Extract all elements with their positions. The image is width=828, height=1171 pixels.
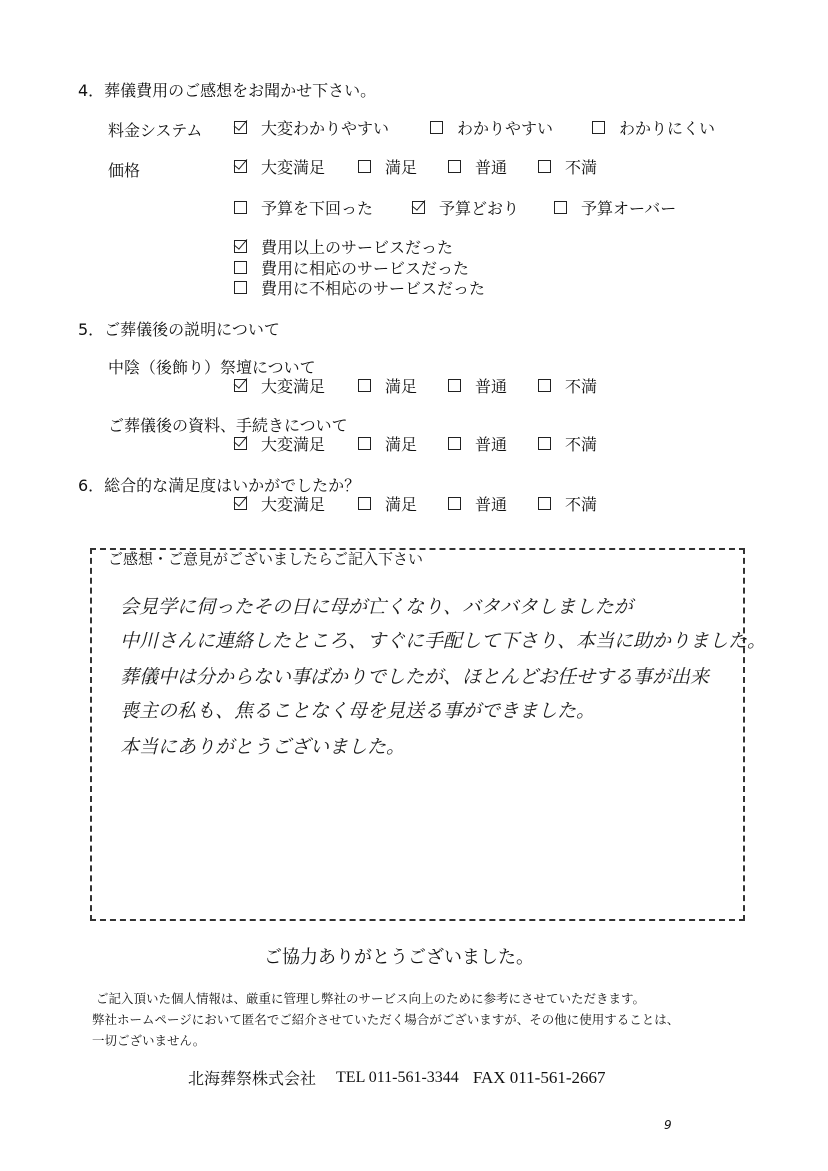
checkbox-checked[interactable] — [412, 201, 425, 214]
option-label: 不満 — [565, 158, 598, 177]
checkbox-checked[interactable] — [234, 160, 247, 173]
checkbox[interactable] — [358, 437, 371, 450]
price-option-normal[interactable] — [448, 155, 538, 178]
checkbox[interactable] — [554, 201, 567, 214]
altar-option-very-satisfied[interactable] — [234, 374, 358, 397]
checkbox[interactable] — [358, 160, 371, 173]
service-option-above[interactable] — [234, 235, 453, 258]
documents-option-dissatisfied[interactable] — [538, 432, 597, 455]
comment-line: 本当にありがとうございました。 — [120, 736, 406, 758]
company-tel: TEL 011-561-3344 — [336, 1068, 459, 1086]
option-label: 費用に不相応のサービスだった — [261, 279, 486, 298]
overall-option-dissatisfied[interactable] — [538, 492, 597, 515]
option-label: 不満 — [565, 377, 598, 396]
checkbox[interactable] — [234, 261, 247, 274]
altar-option-satisfied[interactable] — [358, 374, 448, 397]
option-label: 費用以上のサービスだった — [261, 238, 454, 257]
price-satisfaction-options — [234, 155, 597, 178]
comment-line: 喪主の私も、焦ることなく母を見送る事ができました。 — [120, 700, 596, 722]
option-label: わかりやすい — [457, 119, 554, 138]
privacy-note: ご記入頂いた個人情報は、厳重に管理し弊社のサービス向上のために参考にさせていただきます。 — [96, 991, 646, 1006]
thanks-message: ご協力ありがとうございました。 — [264, 947, 534, 968]
checkbox[interactable] — [448, 160, 461, 173]
price-option-very-satisfied[interactable] — [234, 155, 358, 178]
overall-option-normal[interactable] — [448, 492, 538, 515]
altar-label: 中陰（後飾り）祭壇について — [108, 358, 316, 377]
checkbox[interactable] — [538, 379, 551, 392]
checkbox[interactable] — [448, 437, 461, 450]
comment-line: 会見学に伺ったその日に母が亡くなり、バタバタしましたが — [120, 596, 633, 618]
documents-option-satisfied[interactable] — [358, 432, 448, 455]
budget-option-over[interactable] — [554, 196, 676, 219]
option-label: 予算オーバー — [581, 199, 677, 218]
option-label: わかりにくい — [619, 119, 716, 138]
option-label: 不満 — [565, 495, 598, 514]
checkbox-checked[interactable] — [234, 437, 247, 450]
checkbox[interactable] — [430, 121, 443, 134]
option-label: 満足 — [385, 377, 418, 396]
budget-option-as-planned[interactable] — [412, 196, 554, 219]
altar-option-normal[interactable] — [448, 374, 538, 397]
fee-system-label: 料金システム — [108, 121, 203, 140]
comment-line: 葬儀中は分からない事ばかりでしたが、ほとんどお任せする事が出来 — [120, 666, 710, 688]
checkbox[interactable] — [234, 201, 247, 214]
budget-options — [234, 196, 676, 219]
option-label: 大変わかりやすい — [261, 119, 390, 138]
checkbox[interactable] — [358, 497, 371, 510]
comment-box-title: ご感想・ご意見がございましたらご記入下さい — [108, 550, 424, 568]
q5-title: 5．ご葬儀後の説明について — [78, 320, 280, 339]
option-label: 大変満足 — [261, 495, 326, 514]
documents-option-very-satisfied[interactable] — [234, 432, 358, 455]
option-label: 費用に相応のサービスだった — [261, 259, 470, 278]
checkbox[interactable] — [538, 497, 551, 510]
comment-line: 中川さんに連絡したところ、すぐに手配して下さり、本当に助かりました。 — [120, 630, 767, 652]
service-option-unfitting[interactable] — [234, 276, 485, 299]
checkbox-checked[interactable] — [234, 240, 247, 253]
q6-title: 6．総合的な満足度はいかがでしたか？ — [78, 476, 361, 495]
overall-options — [234, 492, 597, 515]
checkbox[interactable] — [358, 379, 371, 392]
fee-option-very-clear[interactable] — [234, 116, 430, 139]
fee-option-unclear[interactable] — [592, 116, 715, 139]
option-label: 大変満足 — [261, 158, 326, 177]
overall-option-very-satisfied[interactable] — [234, 492, 358, 515]
option-label: 満足 — [385, 435, 418, 454]
checkbox[interactable] — [538, 160, 551, 173]
checkbox[interactable] — [592, 121, 605, 134]
altar-option-dissatisfied[interactable] — [538, 374, 597, 397]
overall-option-satisfied[interactable] — [358, 492, 448, 515]
privacy-note: 一切ございません。 — [92, 1033, 206, 1048]
privacy-note: 弊社ホームページにおいて匿名でご紹介させていただく場合がございますが、その他に使用することは、 — [92, 1012, 680, 1027]
option-label: 不満 — [565, 435, 598, 454]
option-label: 普通 — [475, 435, 508, 454]
option-label: 普通 — [475, 495, 508, 514]
fee-system-options — [234, 116, 715, 139]
altar-options — [234, 374, 597, 397]
checkbox[interactable] — [538, 437, 551, 450]
company-name: 北海葬祭株式会社 — [188, 1069, 317, 1088]
option-label: 大変満足 — [261, 435, 326, 454]
checkbox-checked[interactable] — [234, 497, 247, 510]
checkbox[interactable] — [448, 497, 461, 510]
price-option-dissatisfied[interactable] — [538, 155, 597, 178]
option-label: 大変満足 — [261, 377, 326, 396]
checkbox[interactable] — [448, 379, 461, 392]
checkbox-checked[interactable] — [234, 121, 247, 134]
option-label: 普通 — [475, 377, 508, 396]
option-label: 満足 — [385, 495, 418, 514]
company-fax: FAX 011-561-2667 — [472, 1067, 606, 1087]
q4-title: 4．葬儀費用のご感想をお聞かせ下さい。 — [78, 81, 377, 100]
checkbox[interactable] — [234, 281, 247, 294]
documents-label: ご葬儀後の資料、手続きについて — [108, 416, 348, 435]
checkbox-checked[interactable] — [234, 379, 247, 392]
option-label: 予算どおり — [439, 199, 520, 218]
option-label: 予算を下回った — [261, 199, 374, 218]
option-label: 普通 — [475, 158, 508, 177]
fee-option-clear[interactable] — [430, 116, 592, 139]
documents-options — [234, 432, 597, 455]
option-label: 満足 — [385, 158, 418, 177]
company-info — [188, 1066, 606, 1089]
documents-option-normal[interactable] — [448, 432, 538, 455]
price-label: 価格 — [108, 161, 141, 180]
price-option-satisfied[interactable] — [358, 155, 448, 178]
budget-option-under[interactable] — [234, 196, 412, 219]
page-mark: 9 — [664, 1118, 672, 1132]
